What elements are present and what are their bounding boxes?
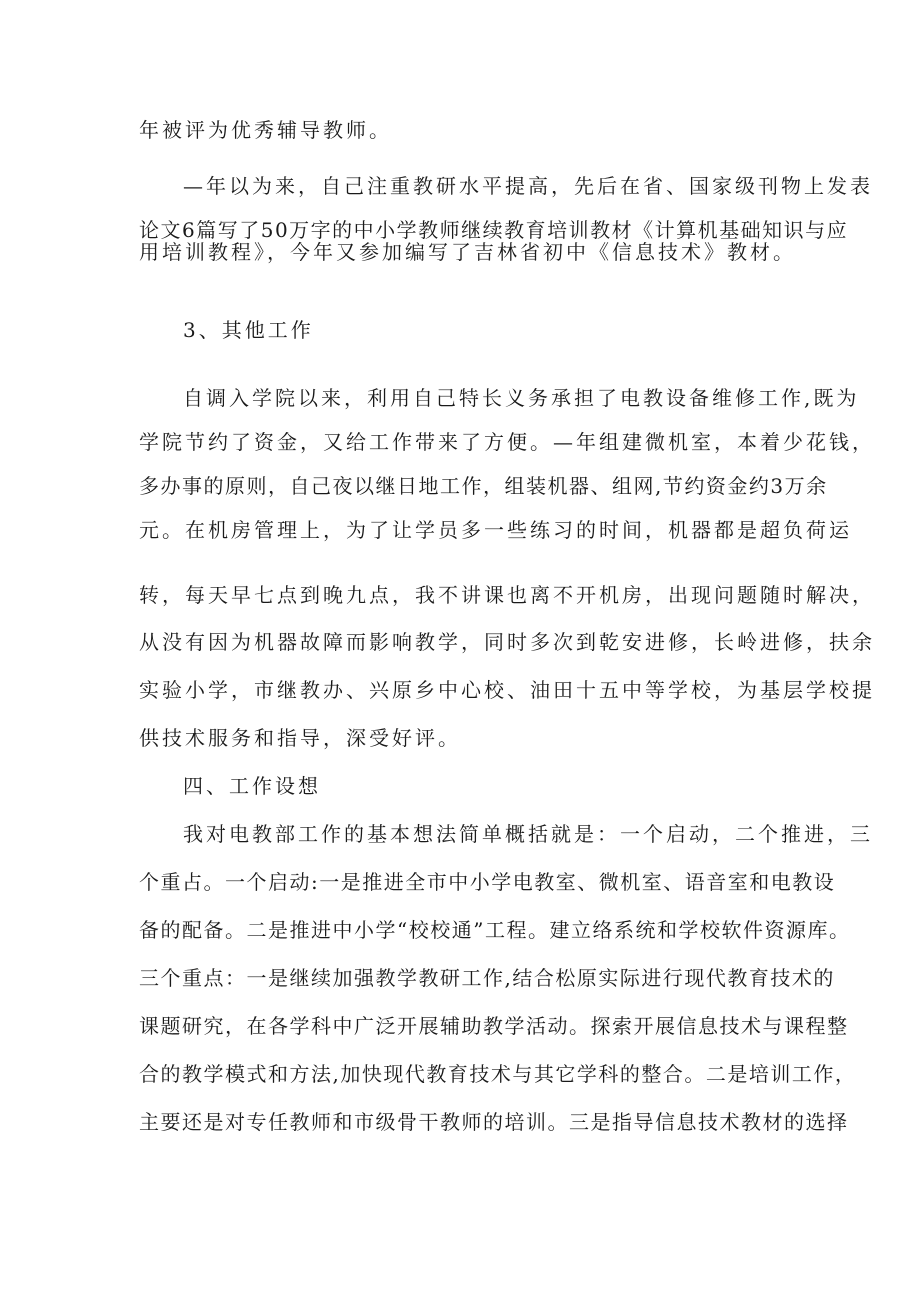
paragraph-line: 实验小学，市继教办、兴原乡中心校、油田十五中等学校，为基层学校提 [139, 678, 875, 702]
paragraph-line: 元。在机房管理上，为了让学员多一些练习的时间，机器都是超负荷运 [139, 518, 852, 542]
paragraph-line: 自调入学院以来，利用自己特长义务承担了电教设备维修工作,既为 [183, 386, 860, 410]
paragraph-line: 论文6篇写了50万字的中小学教师继续教育培训教材《计算机基础知识与应 [139, 218, 849, 242]
paragraph-line: 转，每天早七点到晚九点，我不讲课也离不开机房，出现问题随时解决， [139, 583, 875, 607]
paragraph-line: 用培训教程》，今年又参加编写了吉林省初中《信息技术》教材。 [139, 240, 796, 264]
section-heading: 3、其他工作 [183, 318, 314, 342]
paragraph-line: 年被评为优秀辅导教师。 [139, 118, 392, 142]
paragraph-line: 课题研究，在各学科中广泛开展辅助教学活动。探索开展信息技术与课程整 [139, 1014, 849, 1038]
paragraph-line: —年以为来，自己注重教研水平提高，先后在省、国家级刊物上发表 [183, 174, 873, 198]
paragraph-line: 多办事的原则，自己夜以继日地工作，组装机器、组网,节约资金约3万余 [139, 474, 828, 498]
paragraph-line: 供技术服务和指导，深受好评。 [139, 726, 461, 750]
section-heading: 四、工作设想 [183, 774, 321, 798]
paragraph-line: 备的配备。二是推进中小学“校校通”工程。建立络系统和学校软件资源库。 [139, 918, 851, 942]
paragraph-line: 学院节约了资金，又给工作带来了方便。—年组建微机室，本着少花钱， [139, 430, 875, 454]
paragraph-line: 合的教学模式和方法,加快现代教育技术与其它学科的整合。二是培训工作， [139, 1062, 857, 1086]
paragraph-line: 个重占。一个启动:一是推进全市中小学电教室、微机室、语音室和电教设 [139, 870, 836, 894]
paragraph-line: 我对电教部工作的基本想法简单概括就是：一个启动，二个推进，三 [183, 822, 873, 846]
paragraph-line: 三个重点：一是继续加强教学教研工作,结合松原实际进行现代教育技术的 [139, 966, 835, 990]
paragraph-line: 主要还是对专任教师和市级骨干教师的培训。三是指导信息技术教材的选择 [139, 1110, 849, 1134]
paragraph-line: 从没有因为机器故障而影响教学，同时多次到乾安进修，长岭进修，扶余 [139, 630, 875, 654]
